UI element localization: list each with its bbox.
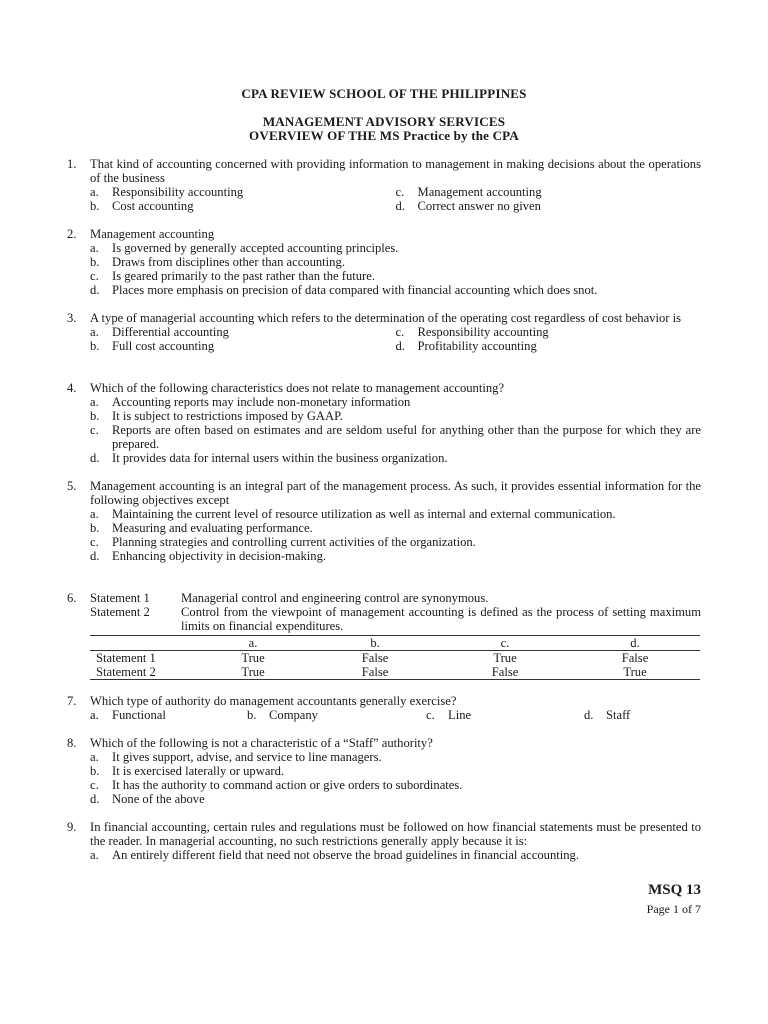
question-number: 8. bbox=[67, 736, 77, 750]
column-b-header: b. bbox=[370, 636, 380, 650]
option-b: b. Cost accounting bbox=[90, 199, 194, 213]
option-c: c. Is geared primarily to the past rather than the future. bbox=[90, 269, 375, 283]
option-a: a. Differential accounting bbox=[90, 325, 229, 339]
page-number: Page 1 of 7 bbox=[646, 902, 701, 916]
option-d: d. Places more emphasis on precision of data compared with financial accounting which does snot. bbox=[90, 283, 598, 297]
question-5 bbox=[67, 479, 701, 563]
question-6 bbox=[67, 591, 701, 680]
question-4 bbox=[67, 381, 701, 465]
option-c: c. Line bbox=[426, 708, 472, 722]
option-c: c. Responsibility accounting bbox=[395, 325, 549, 339]
option-b: b. It is subject to restrictions imposed by GAAP. bbox=[90, 409, 343, 423]
option-b: b. Company bbox=[247, 708, 318, 722]
option-a: a. Functional bbox=[90, 708, 166, 722]
option-a: a. Accounting reports may include non-monetary information bbox=[90, 395, 411, 409]
question-stem: Which of the following is not a characteristic of a “Staff” authority? bbox=[90, 736, 433, 750]
question-stem: Management accounting is an integral part of the management process. As such, it provides essential information for the following objectives except bbox=[90, 479, 701, 507]
truth-table bbox=[90, 635, 700, 680]
question-stem: A type of managerial accounting which refers to the determination of the operating cost regardless of cost behavior is bbox=[90, 311, 682, 325]
subject-title: MANAGEMENT ADVISORY SERVICES bbox=[262, 114, 506, 129]
option-a: a. Is governed by generally accepted accounting principles. bbox=[90, 241, 399, 255]
school-title: CPA REVIEW SCHOOL OF THE PHILIPPINES bbox=[241, 86, 527, 101]
option-b: b. Full cost accounting bbox=[90, 339, 215, 353]
column-d-header: d. bbox=[630, 636, 640, 650]
statement-1: Statement 1 Managerial control and engineering control are synonymous. bbox=[90, 591, 489, 605]
question-2 bbox=[67, 227, 701, 297]
option-d: d. Correct answer no given bbox=[395, 199, 541, 213]
question-stem: That kind of accounting concerned with providing information to management in making decisions about the operations of the business bbox=[90, 157, 701, 185]
question-number: 3. bbox=[67, 311, 77, 325]
option-d: d. Enhancing objectivity in decision-making. bbox=[90, 549, 327, 563]
statement-2: Statement 2 Control from the viewpoint of management accounting is defined as the process of setting maximum limits on financial expenditures. bbox=[90, 605, 701, 633]
document-code: MSQ 13 bbox=[648, 882, 701, 898]
option-d: d. Staff bbox=[584, 708, 631, 722]
option-a: a. Responsibility accounting bbox=[90, 185, 244, 199]
question-number: 4. bbox=[67, 381, 77, 395]
topic-title: OVERVIEW OF THE MS Practice by the CPA bbox=[249, 128, 519, 143]
option-a: a. An entirely different field that need not observe the broad guidelines in financial accounting. bbox=[90, 848, 579, 862]
option-d: d. It provides data for internal users within the business organization. bbox=[90, 451, 448, 465]
question-stem: Which type of authority do management accountants generally exercise? bbox=[90, 694, 457, 708]
question-number: 5. bbox=[67, 479, 77, 493]
question-number: 2. bbox=[67, 227, 77, 241]
question-number: 9. bbox=[67, 820, 77, 834]
question-stem: In financial accounting, certain rules and regulations must be followed on how financial statements must be presented to the reader. In managerial accounting, no such restrictions generally apply because it is: bbox=[90, 820, 701, 848]
option-d: d. Profitability accounting bbox=[395, 339, 537, 353]
option-c: c. Reports are often based on estimates and are seldom useful for anything other than the purpose for which they are prepared. bbox=[90, 423, 701, 451]
question-stem: Management accounting bbox=[90, 227, 215, 241]
option-a: a. Maintaining the current level of resource utilization as well as internal and external communication. bbox=[90, 507, 616, 521]
option-b: b. It is exercised laterally or upward. bbox=[90, 764, 285, 778]
option-c: c. It has the authority to command action or give orders to subordinates. bbox=[90, 778, 463, 792]
option-d: d. None of the above bbox=[90, 792, 205, 806]
option-b: b. Draws from disciplines other than accounting. bbox=[90, 255, 345, 269]
column-c-header: c. bbox=[500, 636, 510, 650]
question-stem: Which of the following characteristics does not relate to management accounting? bbox=[90, 381, 505, 395]
option-c: c. Management accounting bbox=[395, 185, 542, 199]
question-7 bbox=[67, 694, 701, 722]
question-number: 7. bbox=[67, 694, 77, 708]
question-9 bbox=[67, 820, 701, 862]
option-b: b. Measuring and evaluating performance. bbox=[90, 521, 313, 535]
option-c: c. Planning strategies and controlling current activities of the organization. bbox=[90, 535, 476, 549]
question-1 bbox=[67, 157, 701, 213]
question-number: 6. bbox=[67, 591, 77, 605]
option-a: a. It gives support, advise, and service to line managers. bbox=[90, 750, 382, 764]
question-number: 1. bbox=[67, 157, 77, 171]
question-8 bbox=[67, 736, 701, 806]
table-row: Statement 1 True False True False bbox=[96, 651, 649, 665]
table-row: Statement 2 True False False True bbox=[90, 665, 700, 680]
column-a-header: a. bbox=[248, 636, 258, 650]
question-3 bbox=[67, 311, 701, 353]
